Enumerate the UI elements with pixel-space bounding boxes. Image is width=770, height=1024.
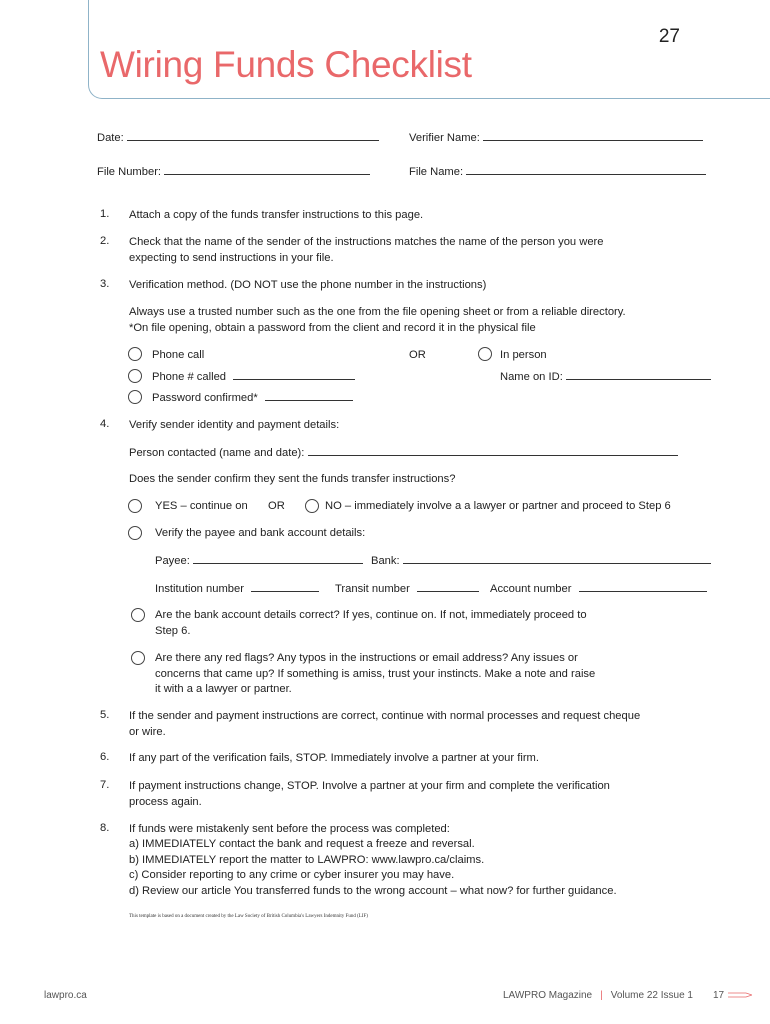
item-3-note2: *On file opening, obtain a password from the client and record it in the physical file [129, 322, 536, 334]
transit-label: Transit number [335, 583, 410, 595]
item-5-line2: or wire. [129, 726, 166, 738]
phone-called-label: Phone # called [152, 371, 227, 383]
date-field[interactable] [97, 130, 379, 144]
verifier-line[interactable] [483, 130, 703, 141]
item-number: 1. [100, 208, 110, 220]
file-number-line[interactable] [164, 164, 370, 175]
no-radio[interactable] [305, 499, 319, 513]
item-8-line4: c) Consider reporting to any crime or cyber insurer you may have. [129, 869, 455, 881]
file-number-label: File Number: [97, 166, 162, 178]
phone-call-radio[interactable] [128, 347, 142, 361]
verifier-label: Verifier Name: [409, 132, 480, 144]
details-correct-line2: Step 6. [155, 625, 191, 637]
red-flags-checkbox[interactable] [131, 651, 145, 665]
red-flags-line1: Are there any red flags? Any typos in the instructions or email address? Any issues or [155, 652, 578, 664]
item-3-note1: Always use a trusted number such as the one from the file opening sheet or from a reliable directory. [129, 306, 626, 318]
item-5-line1: If the sender and payment instructions are correct, continue with normal processes and request cheque [129, 710, 641, 722]
file-number-field[interactable] [97, 164, 370, 178]
payee-line[interactable] [193, 553, 363, 564]
red-flags-line2: concerns that came up? If something is amiss, trust your instincts. Make a note and raise [155, 668, 596, 680]
phone-call-label: Phone call [152, 349, 205, 361]
item-number: 3. [100, 278, 110, 290]
payee-label: Payee: [155, 555, 190, 567]
credit-note: This template is based on a document created by the Law Society of British Columbia's Lawyers Indemnity Fund (LIF) [129, 914, 368, 919]
phone-called-field[interactable] [152, 369, 355, 383]
bank-line[interactable] [403, 553, 711, 564]
verifier-field[interactable] [409, 130, 703, 144]
details-correct-checkbox[interactable] [131, 608, 145, 622]
file-name-line[interactable] [466, 164, 706, 175]
name-on-id-field[interactable] [500, 369, 711, 383]
item-number: 4. [100, 418, 110, 430]
details-correct-line1: Are the bank account details correct? If yes, continue on. If not, immediately proceed to [155, 609, 587, 621]
item-8-line2: a) IMMEDIATELY contact the bank and request a freeze and reversal. [129, 838, 475, 850]
item-2-line1: Check that the name of the sender of the instructions matches the name of the person you were [129, 236, 604, 248]
item-4-text: Verify sender identity and payment details: [129, 419, 340, 431]
name-on-id-line[interactable] [566, 369, 711, 380]
transit-line[interactable] [417, 581, 479, 592]
account-field[interactable] [490, 581, 707, 595]
verify-payee-label: Verify the payee and bank account details: [155, 527, 366, 539]
footer-issue: Volume 22 Issue 1 [610, 990, 693, 1001]
footer-magazine: LAWPRO Magazine [503, 990, 593, 1001]
item-3-text: Verification method. (DO NOT use the phone number in the instructions) [129, 279, 487, 291]
footer-site[interactable]: lawpro.ca [44, 990, 87, 1001]
phone-called-line[interactable] [233, 369, 355, 380]
account-label: Account number [490, 583, 572, 595]
footer-magazine-info [503, 990, 693, 1001]
in-person-label: In person [500, 349, 547, 361]
bank-field[interactable] [371, 553, 711, 567]
file-name-field[interactable] [409, 164, 706, 178]
yes-label: YES – continue on [155, 500, 248, 512]
item-8-line3: b) IMMEDIATELY report the matter to LAWPRO: www.lawpro.ca/claims. [129, 854, 485, 866]
institution-label: Institution number [155, 583, 244, 595]
date-label: Date: [97, 132, 124, 144]
item-number: 8. [100, 822, 110, 834]
institution-line[interactable] [251, 581, 319, 592]
person-contacted-line[interactable] [308, 445, 678, 456]
item-7-line1: If payment instructions change, STOP. Involve a partner at your firm and complete the verification [129, 780, 610, 792]
footer-separator: | [600, 990, 603, 1001]
password-checkbox[interactable] [128, 390, 142, 404]
red-flags-line3: it with a a lawyer or partner. [155, 683, 292, 695]
payee-field[interactable] [155, 553, 363, 567]
verify-payee-checkbox[interactable] [128, 526, 142, 540]
item-number: 7. [100, 779, 110, 791]
no-label: NO – immediately involve a a lawyer or partner and proceed to Step 6 [325, 500, 671, 512]
item-number: 5. [100, 709, 110, 721]
item-2-line2: expecting to send instructions in your file. [129, 252, 334, 264]
item-1-text: Attach a copy of the funds transfer instructions to this page. [129, 209, 424, 221]
person-contacted-field[interactable] [129, 445, 678, 459]
transit-field[interactable] [335, 581, 479, 595]
file-name-label: File Name: [409, 166, 464, 178]
item-6-text: If any part of the verification fails, STOP. Immediately involve a partner at your firm. [129, 752, 539, 764]
footer-page-number: 17 [713, 990, 725, 1001]
page-number: 27 [658, 26, 680, 47]
yes-no-or-label: OR [268, 500, 285, 512]
date-line[interactable] [127, 130, 379, 141]
item-8-line5: d) Review our article You transferred funds to the wrong account – what now? for further guidance. [129, 885, 617, 897]
password-label: Password confirmed* [152, 392, 258, 404]
password-field[interactable] [152, 390, 353, 404]
person-contacted-label: Person contacted (name and date): [129, 447, 305, 459]
password-line[interactable] [265, 390, 353, 401]
item-number: 2. [100, 235, 110, 247]
item-number: 6. [100, 751, 110, 763]
item-7-line2: process again. [129, 796, 202, 808]
phone-called-checkbox[interactable] [128, 369, 142, 383]
in-person-radio[interactable] [478, 347, 492, 361]
yes-radio[interactable] [128, 499, 142, 513]
account-line[interactable] [579, 581, 707, 592]
or-label: OR [409, 349, 426, 361]
item-8-line1: If funds were mistakenly sent before the process was completed: [129, 823, 450, 835]
institution-field[interactable] [155, 581, 319, 595]
name-on-id-label: Name on ID: [500, 371, 563, 383]
arrow-icon [728, 992, 752, 998]
confirm-question: Does the sender confirm they sent the funds transfer instructions? [129, 473, 456, 485]
page-title: Wiring Funds Checklist [100, 44, 472, 85]
bank-label: Bank: [371, 555, 400, 567]
